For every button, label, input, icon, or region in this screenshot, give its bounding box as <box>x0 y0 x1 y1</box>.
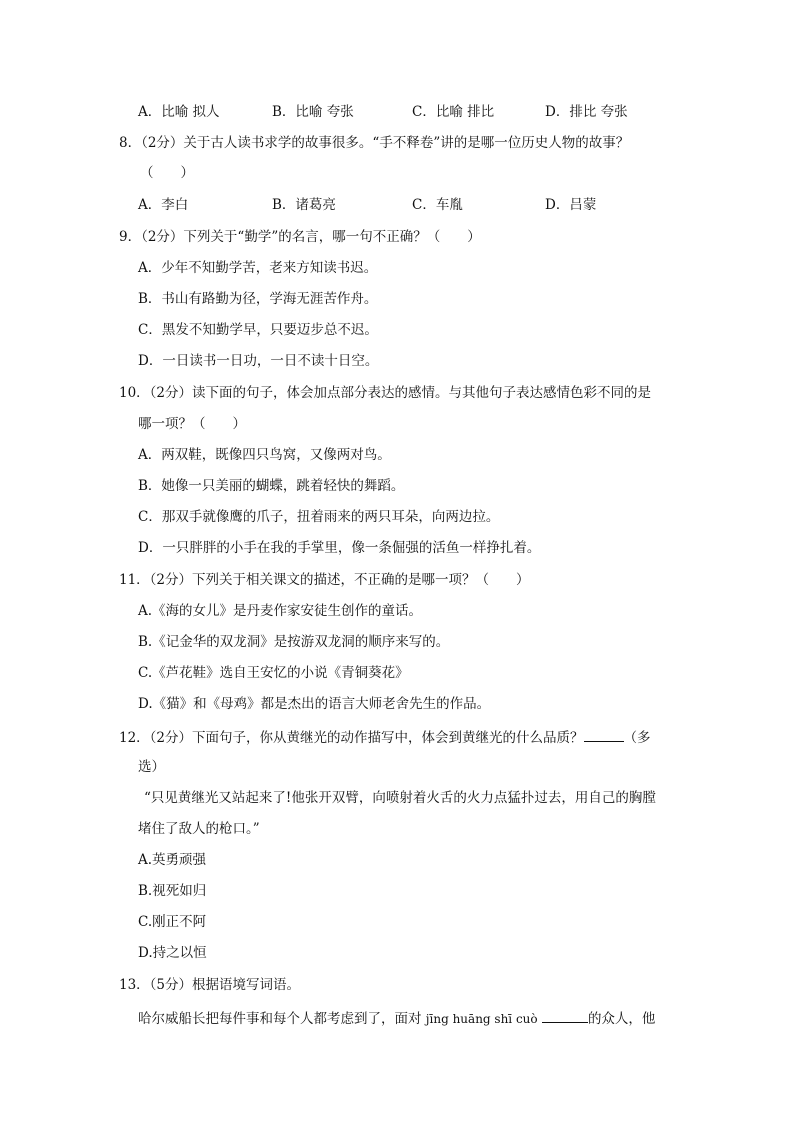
q8-option-a: A．李白 <box>138 197 189 213</box>
q12-option-c: C.刚正不阿 <box>138 914 207 930</box>
q11-option-d: D.《猫》和《母鸡》都是杰出的语言大师老舍先生的作品。 <box>138 696 491 712</box>
q12-option-a: A.英勇顽强 <box>138 852 207 868</box>
q13-text-line <box>138 1008 655 1028</box>
q8-option-b: B．诸葛亮 <box>272 197 336 213</box>
q10-stem-line1: 10．（2分）读下面的句子，体会加点部分表达的感情。与其他句子表达感情色彩不同的是 <box>119 385 652 401</box>
q8-answer-paren: （ ） <box>140 165 194 181</box>
q13-pinyin: jīng huāng shī cuò <box>425 1012 538 1026</box>
q8-option-c: C．车胤 <box>412 197 463 213</box>
q8-stem: 8．（2分）关于古人读书求学的故事很多。“手不释卷”讲的是哪一位历史人物的故事？ <box>119 135 630 151</box>
q10-stem-line2: 哪一项？（ ） <box>138 416 246 432</box>
q12-option-d: D.持之以恒 <box>138 945 207 961</box>
q12-stem-line2: 选） <box>138 759 165 775</box>
q7-option-b: B．比喻 夸张 <box>272 104 354 120</box>
q9-option-c: C．黑发不知勤学早，只要迈步总不迟。 <box>138 322 378 338</box>
q12-answer-blank[interactable] <box>584 727 624 742</box>
q13-stem: 13．（5分）根据语境写词语。 <box>119 977 301 993</box>
q12-quote-line2: 堵住了敌人的枪口。” <box>138 821 260 837</box>
q11-option-c: C.《芦花鞋》选自王安忆的小说《青铜葵花》 <box>138 665 409 681</box>
q10-option-d: D．一只胖胖的小手在我的手掌里，像一条倔强的活鱼一样挣扎着。 <box>138 540 541 556</box>
q12-quote-line1: “只见黄继光又站起来了!他张开双臂，向喷射着火舌的火力点猛扑过去，用自己的胸膛 <box>144 790 656 806</box>
q9-option-d: D．一日读书一日功，一日不读十日空。 <box>138 353 379 369</box>
q11-option-a: A.《海的女儿》是丹麦作家安徒生创作的童话。 <box>138 603 423 619</box>
q9-option-a: A．少年不知勤学苦，老来方知读书迟。 <box>138 260 378 276</box>
q10-option-b: B．她像一只美丽的蝴蝶，跳着轻快的舞蹈。 <box>138 478 405 494</box>
q13-text-before: 哈尔威船长把每件事和每个人都考虑到了，面对 <box>138 1011 422 1027</box>
q11-stem: 11．（2分）下列关于相关课文的描述，不正确的是哪一项？（ ） <box>119 572 530 588</box>
q12-stem-text: 12．（2分）下面句子，你从黄继光的动作描写中，体会到黄继光的什么品质？ <box>119 730 584 746</box>
q12-option-b: B.视死如归 <box>138 883 207 899</box>
q7-option-c: C．比喻 排比 <box>412 104 495 120</box>
q9-stem: 9．（2分）下列关于“勤学”的名言，哪一句不正确？（ ） <box>119 229 481 245</box>
q7-option-a: A．比喻 拟人 <box>138 104 220 120</box>
q10-option-a: A．两双鞋，既像四只鸟窝，又像两对鸟。 <box>138 447 391 463</box>
q13-text-after: 的众人，他 <box>587 1011 656 1027</box>
q9-option-b: B．书山有路勤为径，学海无涯苦作舟。 <box>138 291 378 307</box>
q13-answer-blank[interactable] <box>542 1008 588 1023</box>
q11-option-b: B.《记金华的双龙洞》是按游双龙洞的顺序来写的。 <box>138 634 450 650</box>
q7-option-d: D．排比 夸张 <box>545 104 628 120</box>
q10-option-c: C．那双手就像鹰的爪子，扭着雨来的两只耳朵，向两边拉。 <box>138 509 500 525</box>
q8-option-d: D．吕蒙 <box>545 197 597 213</box>
q12-stem-line1 <box>119 727 651 747</box>
q12-stem-multi: （多 <box>623 730 651 746</box>
